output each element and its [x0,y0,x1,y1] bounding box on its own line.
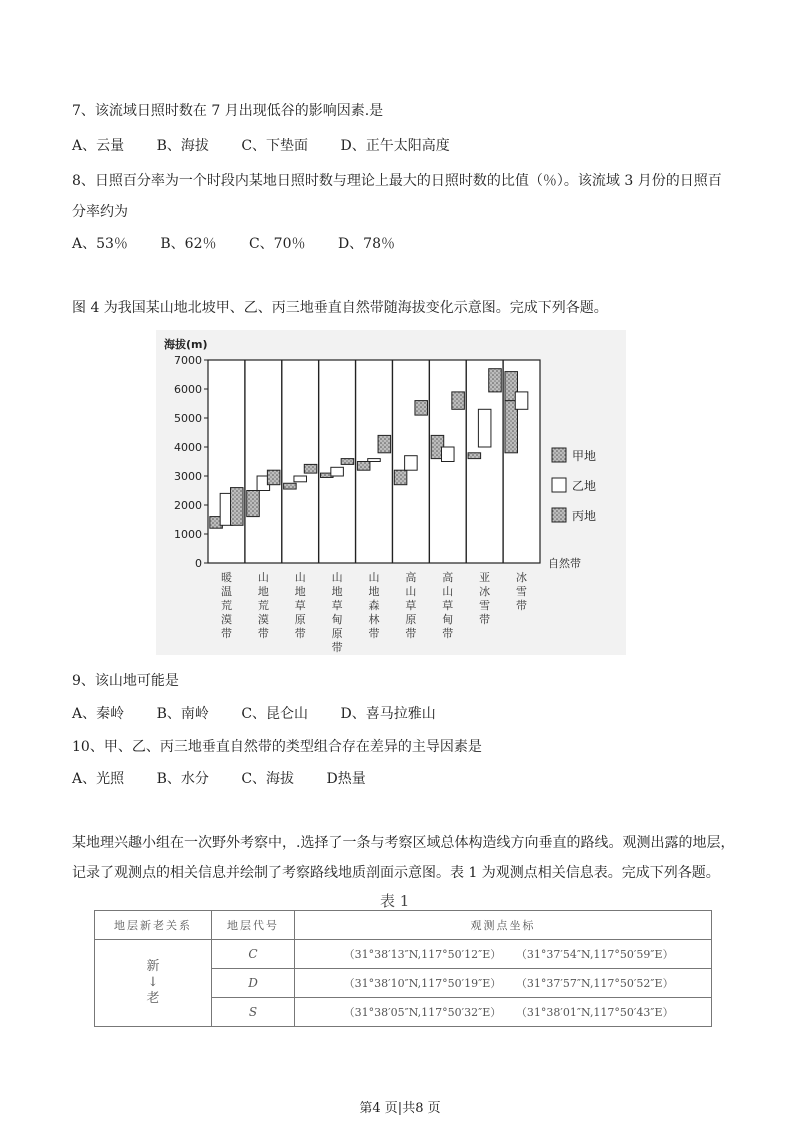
table1-order-cell [95,940,212,1027]
q7-stem: 7、该流域日照时数在 7 月出现低谷的影响因素.是 [72,103,384,119]
table1-coord-1: （31°38′13″N,117°50′12″E） [343,948,502,961]
table1-code: D [212,969,295,998]
q9-option-b: B、南岭 [156,706,209,722]
q7-option-c: C、下垫面 [241,138,309,154]
y-tick-label: 2000 [174,499,202,512]
y-tick-label: 6000 [174,383,202,396]
x-category-label: 高山草甸带 [442,571,454,640]
bar-甲地 [357,462,370,471]
q8-stem-line2: 分率约为 [72,204,128,220]
legend-swatch [552,508,566,522]
q9-option-a: A、秦岭 [72,706,125,722]
x-category-label: 山地荒漠带 [257,571,269,640]
bar-丙地 [267,470,280,485]
legend-swatch [552,478,566,492]
table1-coords [295,940,712,969]
q7-option-b: B、海拔 [156,138,209,154]
q7-option-d: D、正午太阳高度 [340,138,450,154]
x-axis-label: 自然带 [548,557,581,570]
x-category-label: 高山草原带 [405,571,417,640]
table1-coord-1: （31°38′10″N,117°50′19″E） [343,977,502,990]
q9-stem: 9、该山地可能是 [72,673,179,689]
table1-header-code: 地层代号 [212,911,295,940]
x-category-label: 山地草甸原带 [331,571,343,654]
vertical-zone-chart-svg [156,330,626,655]
table1-header-order: 地层新老关系 [95,911,212,940]
q9-options [72,703,464,723]
bar-乙地 [368,459,381,462]
order-new-label: 新 [146,959,160,974]
q9-option-c: C、昆仑山 [241,706,309,722]
bar-丙地 [378,435,391,452]
bar-乙地 [331,467,344,476]
table1-coords [295,998,712,1027]
order-arrow-icon: ↓ [147,975,159,990]
q8-option-a: A、53％ [72,236,128,252]
q8-option-c: C、70％ [248,236,306,252]
y-tick-label: 4000 [174,441,202,454]
table1 [94,910,712,1027]
table1-coord-1: （31°38′05″N,117°50′32″E） [343,1006,502,1019]
bar-甲地 [468,453,481,459]
table1-title: 表 1 [380,892,410,910]
bar-甲地 [394,470,407,485]
x-category-label: 暖温荒漠带 [220,571,232,640]
bar-丙地 [415,401,428,416]
table1-intro-line2: 记录了观测点的相关信息并绘制了考察路线地质剖面示意图。表 1 为观测点相关信息表。完成下列各题。 [72,865,720,881]
fig4-intro: 图 4 为我国某山地北坡甲、乙、丙三地垂直自然带随海拔变化示意图。完成下列各题。 [72,300,608,316]
x-category-label: 山地草原带 [294,571,306,640]
table1-code: S [212,998,295,1027]
table1-intro-line1: 某地理兴趣小组在一次野外考察中，.选择了一条与考察区域总体构造线方向垂直的路线。观测出露的地层， [72,835,735,851]
x-category-label: 冰雪带 [516,571,528,612]
bar-丙地 [304,464,317,473]
bar-丙地 [489,369,502,392]
y-tick-label: 5000 [174,412,202,425]
legend-label: 乙地 [572,479,597,493]
order-old-label: 老 [146,991,160,1006]
bar-丙地 [452,392,465,409]
bar-乙地 [405,456,418,471]
table1-header-row [95,911,712,940]
table1-coord-2: （31°37′57″N,117°50′52″E） [515,977,674,990]
table1-header-coords: 观测点坐标 [295,911,712,940]
q7-option-a: A、云量 [72,138,125,154]
bar-乙地 [442,447,455,462]
q10-stem: 10、甲、乙、丙三地垂直自然带的类型组合存在差异的主导因素是 [72,739,482,755]
bar-丙地 [341,459,354,465]
q10-option-d: D热量 [326,771,366,787]
vertical-zone-chart [156,330,626,655]
q8-option-b: B、62％ [160,236,217,252]
bar-乙地 [294,476,307,482]
q10-option-a: A、光照 [72,771,125,787]
bar-甲地 [247,491,260,517]
table1-coords [295,969,712,998]
legend-label: 甲地 [572,449,597,463]
q7-options [72,135,478,155]
q8-option-d: D、78％ [337,236,395,252]
table1-coord-2: （31°37′54″N,117°50′59″E） [515,948,674,961]
x-category-label: 山地森林带 [368,571,380,640]
q10-option-b: B、水分 [156,771,209,787]
x-category-label: 亚冰雪带 [479,571,491,626]
bar-乙地 [515,392,528,409]
table-row [95,940,712,969]
q8-options [72,233,423,253]
legend-label: 丙地 [572,509,597,523]
q8-stem-line1: 8、日照百分率为一个时段内某地日照时数与理论上最大的日照时数的比值（％）。该流域 3 月份的日照百 [72,173,722,189]
y-tick-label: 7000 [174,354,202,367]
q10-options [72,768,394,788]
q9-option-d: D、喜马拉雅山 [340,706,436,722]
bar-丙地 [231,488,244,526]
y-tick-label: 1000 [174,528,202,541]
table1-coord-2: （31°38′01″N,117°50′43″E） [515,1006,674,1019]
legend-swatch [552,448,566,462]
page-footer: 第4 页|共8 页 [359,1101,441,1116]
y-axis-label: 海拔(m) [164,338,208,351]
y-tick-label: 0 [195,557,202,570]
bar-甲地 [284,483,297,489]
table1-code: C [212,940,295,969]
q10-option-c: C、海拔 [241,771,295,787]
bar-乙地 [478,409,491,447]
y-tick-label: 3000 [174,470,202,483]
